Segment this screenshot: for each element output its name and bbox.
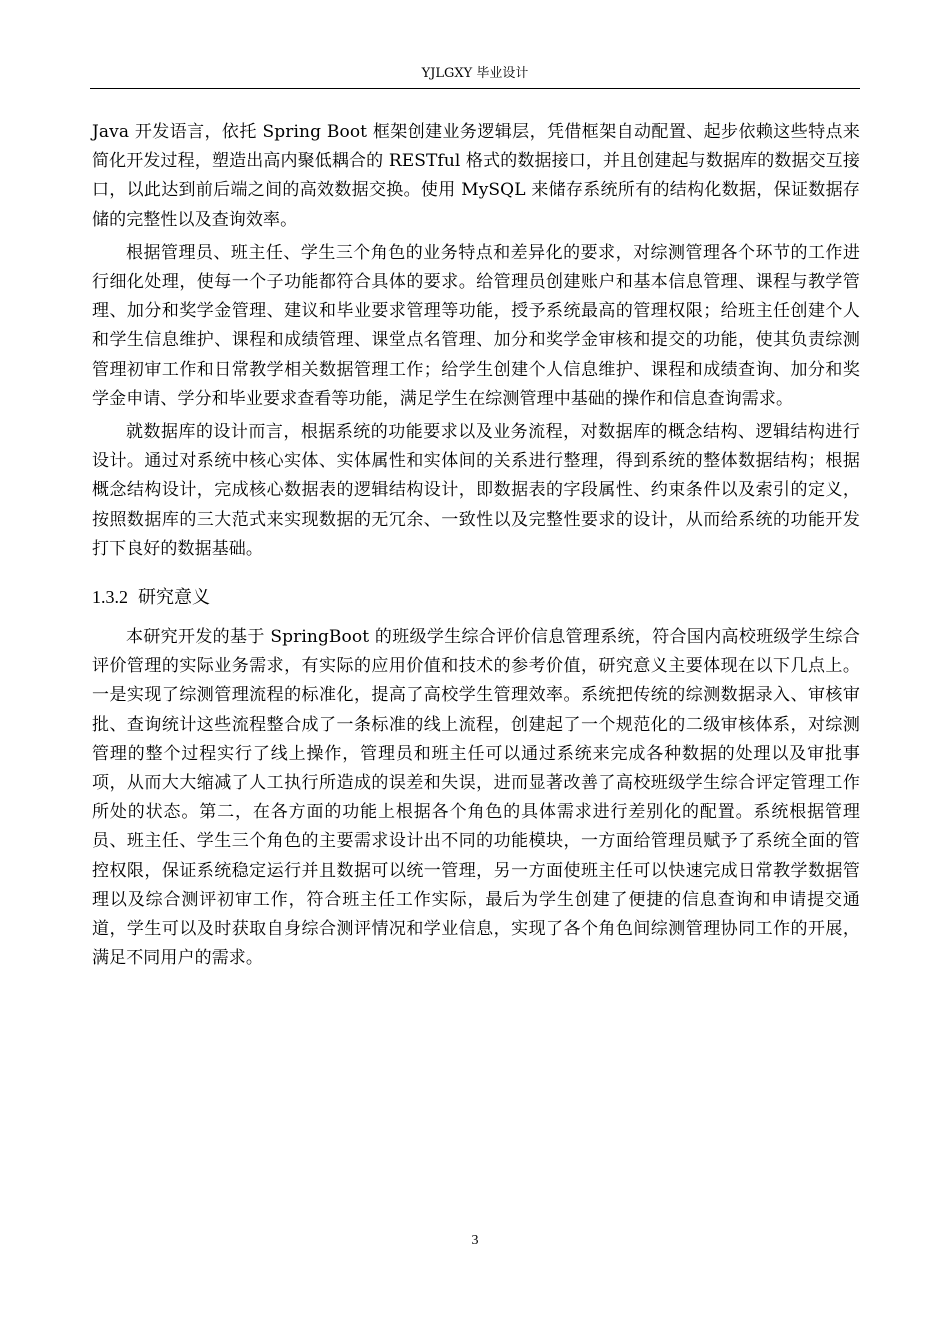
paragraph: 就数据库的设计而言，根据系统的功能要求以及业务流程，对数据库的概念结构、逻辑结构进行设计。通过对系统中核心实体、实体属性和实体间的关系进行整理，得到系统的整体数据结构；根据概念结构设计，完成核心数据表的逻辑结构设计，即数据表的字段属性、约束条件以及索引的定义，按照数据库的三大范式来实现数据的无冗余、一致性以及完整性要求的设计，从而给系统的功能开发打下良好的数据基础。 — [92, 422, 860, 559]
page-header — [90, 64, 860, 89]
paragraph: 根据管理员、班主任、学生三个角色的业务特点和差异化的要求，对综测管理各个环节的工作进行细化处理，使每一个子功能都符合具体的要求。给管理员创建账户和基本信息管理、课程与教学管理、加分和奖学金管理、建议和毕业要求管理等功能，授予系统最高的管理权限；给班主任创建个人和学生信息维护、课程和成绩管理、课堂点名管理、加分和奖学金审核和提交的功能，使其负责综测管理初审工作和日常教学相关数据管理工作；给学生创建个人信息维护、课程和成绩查询、加分和奖学金申请、学分和毕业要求查看等功能，满足学生在综测管理中基础的操作和信息查询需求。 — [92, 242, 860, 409]
section-heading — [92, 582, 860, 613]
paragraph: Java 开发语言，依托 Spring Boot 框架创建业务逻辑层，凭借框架自动配置、起步依赖这些特点来简化开发过程，塑造出高内聚低耦合的 RESTful 格式的数据接口，并且创建起与数据库的数据交互接口，以此达到前后端之间的高效数据交换。使用 MySQL 来储存系统所有的结构化数据，保证数据存储的完整性以及查询效率。 — [92, 122, 860, 230]
page-number: 3 — [471, 1233, 479, 1248]
document-body — [92, 118, 860, 973]
section-number: 1.3.2 — [92, 587, 128, 608]
paragraph: 本研究开发的基于 SpringBoot 的班级学生综合评价信息管理系统，符合国内高校班级学生综合评价管理的实际业务需求，有实际的应用价值和技术的参考价值，研究意义主要体现在以下几点上。一是实现了综测管理流程的标准化，提高了高校学生管理效率。系统把传统的综测数据录入、审核审批、查询统计这些流程整合成了一条标准的线上流程，创建起了一个规范化的二级审核体系，对综测管理的整个过程实行了线上操作，管理员和班主任可以通过系统来完成各种数据的处理以及审批事项，从而大大缩减了人工执行所造成的误差和失误，进而显著改善了高校班级学生综合评定管理工作所处的状态。第二，在各方面的功能上根据各个角色的具体需求进行差别化的配置。系统根据管理员、班主任、学生三个角色的主要需求设计出不同的功能模块，一方面给管理员赋予了系统全面的管控权限，保证系统稳定运行并且数据可以统一管理，另一方面使班主任可以快速完成日常教学数据管理以及综合测评初审工作，符合班主任工作实际，最后为学生创建了便捷的信息查询和申请提交通道，学生可以及时获取自身综合测评情况和学业信息，实现了各个角色间综测管理协同工作的开展，满足不同用户的需求。 — [92, 627, 860, 969]
section-title: 研究意义 — [138, 587, 210, 609]
header-title: YJLGXY 毕业设计 — [421, 66, 529, 81]
